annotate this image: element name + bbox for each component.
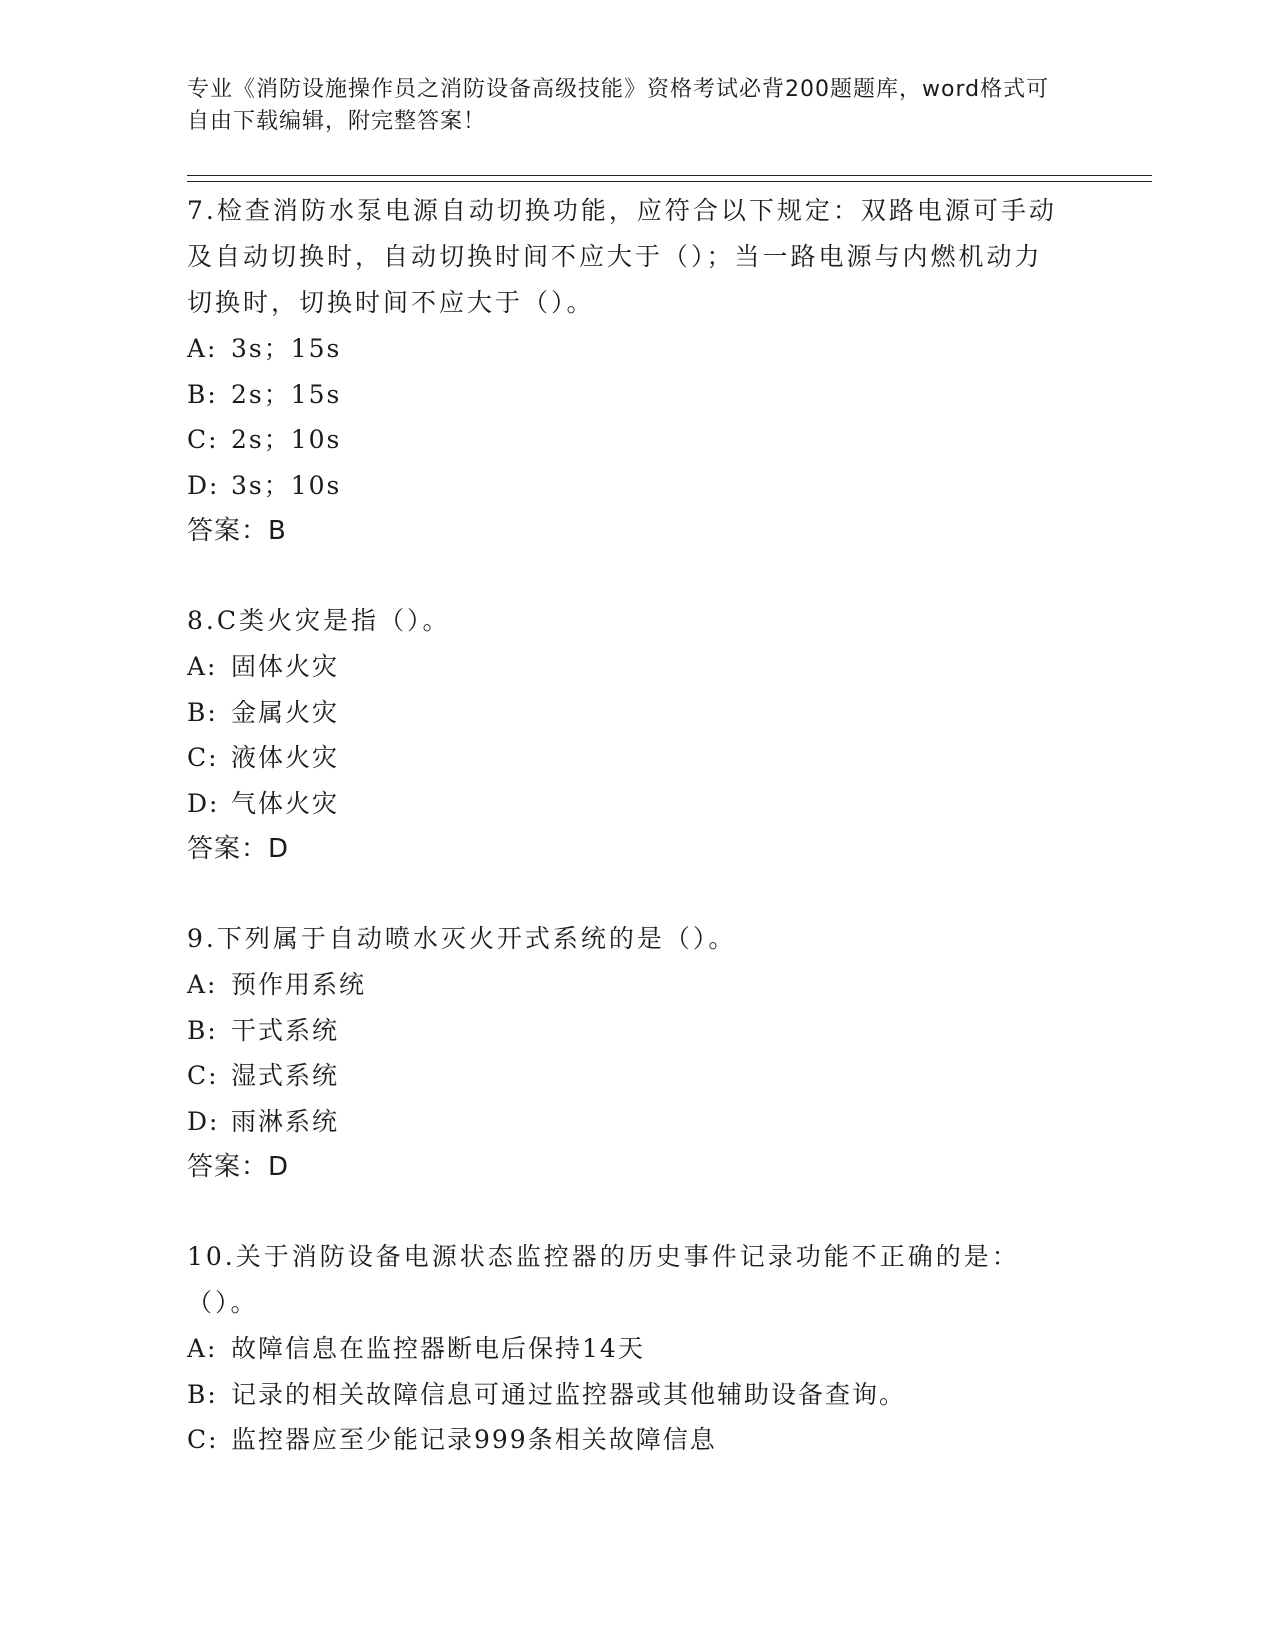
option-text: 雨淋系统 [231,1106,340,1136]
question-7 [187,188,1067,554]
option-letter: A: [187,1334,218,1363]
option-letter: C: [187,1425,219,1454]
option-d [187,463,1067,509]
option-c [187,1417,1067,1463]
question-9 [187,916,1067,1190]
option-letter: D: [187,470,220,500]
option-text: 2s；10s [231,425,342,454]
header-rule-bottom [187,181,1152,182]
option-letter: D: [187,1106,220,1136]
option-a [187,644,1067,690]
question-stem: 10.关于消防设备电源状态监控器的历史事件记录功能不正确的是：（）。 [187,1242,1020,1317]
option-text: 记录的相关故障信息可通过监控器或其他辅助设备查询。 [231,1379,907,1409]
question-stem: 9.下列属于自动喷水灭火开式系统的是（）。 [187,924,737,953]
option-text: 3s；15s [231,334,342,363]
option-letter: A: [187,652,218,681]
option-c [187,417,1067,463]
question-gap [187,1190,1067,1234]
option-text: 3s；10s [231,470,342,500]
option-text: 固体火灾 [231,652,340,681]
option-letter: B: [187,1379,218,1409]
option-letter: C: [187,425,219,454]
option-a [187,962,1067,1008]
answer-line: 答案：D [187,834,290,864]
option-c [187,1053,1067,1099]
option-b [187,1372,1067,1418]
option-text: 气体火灾 [231,788,340,818]
option-letter: B: [187,379,218,409]
option-b [187,1008,1067,1054]
option-a [187,326,1067,372]
question-gap [187,554,1067,598]
question-list [187,188,1067,1463]
option-text: 监控器应至少能记录999条相关故障信息 [231,1425,717,1454]
answer-line: 答案：B [187,516,287,546]
option-letter: B: [187,1015,218,1045]
option-letter: C: [187,743,219,772]
question-8 [187,598,1067,872]
option-text: 预作用系统 [231,970,367,999]
option-text: 金属火灾 [231,697,340,727]
option-c [187,735,1067,781]
option-letter: A: [187,334,218,363]
header-rule-top [187,175,1152,176]
question-gap [187,872,1067,916]
option-b [187,690,1067,736]
option-text: 湿式系统 [231,1061,340,1090]
option-d [187,781,1067,827]
option-text: 2s；15s [231,379,342,409]
option-letter: C: [187,1061,219,1090]
answer-line: 答案：D [187,1152,290,1182]
option-text: 干式系统 [231,1015,340,1045]
option-letter: B: [187,697,218,727]
option-b [187,372,1067,418]
option-text: 故障信息在监控器断电后保持14天 [231,1334,645,1363]
question-stem: 7.检查消防水泵电源自动切换功能，应符合以下规定：双路电源可手动及自动切换时，自动切换时间不应大于（）；当一路电源与内燃机动力切换时，切换时间不应大于（）。 [187,196,1057,317]
option-d [187,1099,1067,1145]
document-header: 专业《消防设施操作员之消防设备高级技能》资格考试必背200题题库，word格式可自由下载编辑，附完整答案！ [187,77,1050,134]
question-10 [187,1234,1067,1463]
option-letter: D: [187,788,220,818]
option-text: 液体火灾 [231,743,340,772]
option-letter: A: [187,970,218,999]
option-a [187,1326,1067,1372]
question-stem: 8.C类火灾是指（）。 [187,606,451,635]
